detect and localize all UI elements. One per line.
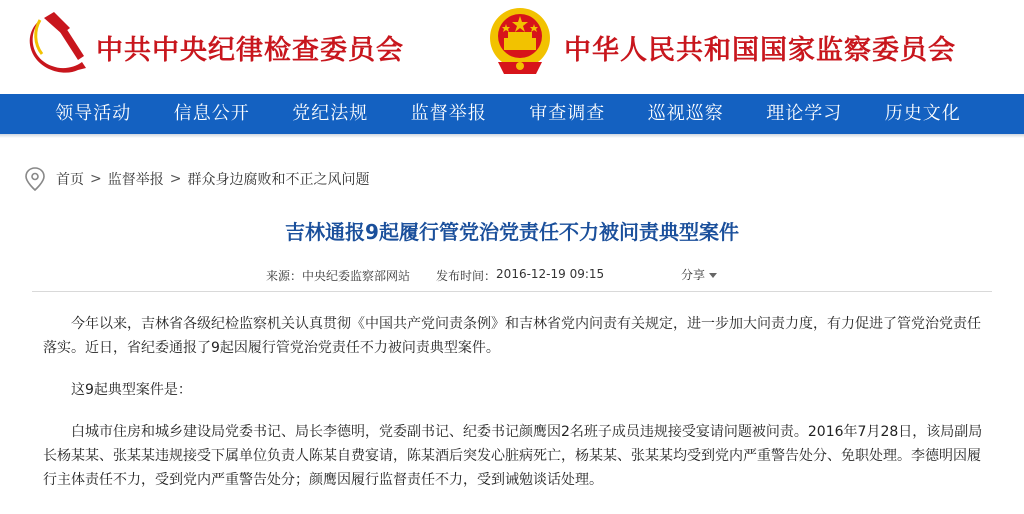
- state-title: 中华人民共和国国家监察委员会: [564, 35, 956, 66]
- chevron-down-icon: [709, 273, 717, 278]
- nav-shadow: [0, 134, 1024, 138]
- nav-item-info[interactable]: 信息公开: [173, 103, 250, 124]
- article-paragraph: 这9起典型案件是：: [71, 382, 192, 398]
- divider: [32, 291, 992, 292]
- nav-item-report[interactable]: 监督举报: [410, 103, 487, 124]
- article-title: 吉林通报9起履行管党治党责任不力被问责典型案件: [285, 220, 739, 244]
- source-value: 中央纪委监察部网站: [302, 269, 411, 283]
- article-paragraph: 今年以来，吉林省各级纪检监察机关认真贯彻《中国共产党问责条例》和吉林省党内问责有关规定，进一步加大问责力度，有力促进了管党治党责任落实。近日，省纪委通报了9起因履行管党治党责任不力被问责典型案件。: [43, 316, 981, 356]
- source-label: 来源：: [266, 269, 303, 283]
- breadcrumb-report[interactable]: 监督举报: [107, 172, 164, 188]
- time-label: 发布时间：: [436, 269, 497, 283]
- breadcrumb-current[interactable]: 群众身边腐败和不正之风问题: [187, 172, 370, 188]
- article-body: [43, 312, 991, 510]
- breadcrumb-home[interactable]: 首页: [56, 172, 84, 188]
- nav-item-regulations[interactable]: 党纪法规: [292, 103, 369, 124]
- article-paragraph: 白城市住房和城乡建设局党委书记、局长李德明，党委副书记、纪委书记颜鹰因2名班子成员违规接受宴请问题被问责。2016年7月28日，该局副局长杨某某、张某某违规接受下属单位负责人陈某自费宴请，陈某酒后突发心脏病死亡，杨某某、张某某均受到党内严重警告处分、免职处理。李德明因履行主体责任不力，受到党内严重警告处分；颜鹰因履行监督责任不力，受到诫勉谈话处理。: [43, 424, 983, 488]
- share-button[interactable]: [681, 266, 717, 283]
- breadcrumb: [24, 166, 369, 192]
- cpc-title: 中共中央纪律检查委员会: [96, 35, 404, 66]
- share-label: 分享: [681, 268, 706, 282]
- article-meta: [266, 267, 604, 284]
- main-nav: [0, 94, 1024, 134]
- location-pin-icon: [24, 167, 46, 191]
- publish-time: 2016-12-19 09:15: [496, 267, 605, 281]
- breadcrumb-separator: >: [169, 171, 182, 187]
- nav-item-inspection[interactable]: 巡视巡察: [647, 103, 724, 124]
- site-header: [0, 0, 1024, 94]
- national-emblem-icon: [488, 6, 552, 78]
- party-emblem-icon: [26, 10, 88, 76]
- nav-item-investigation[interactable]: 审查调查: [529, 103, 606, 124]
- nav-list: [34, 94, 982, 134]
- nav-item-leaders[interactable]: 领导活动: [55, 103, 132, 124]
- nav-item-theory[interactable]: 理论学习: [766, 103, 843, 124]
- nav-item-history[interactable]: 历史文化: [884, 103, 961, 124]
- breadcrumb-separator: >: [90, 171, 102, 187]
